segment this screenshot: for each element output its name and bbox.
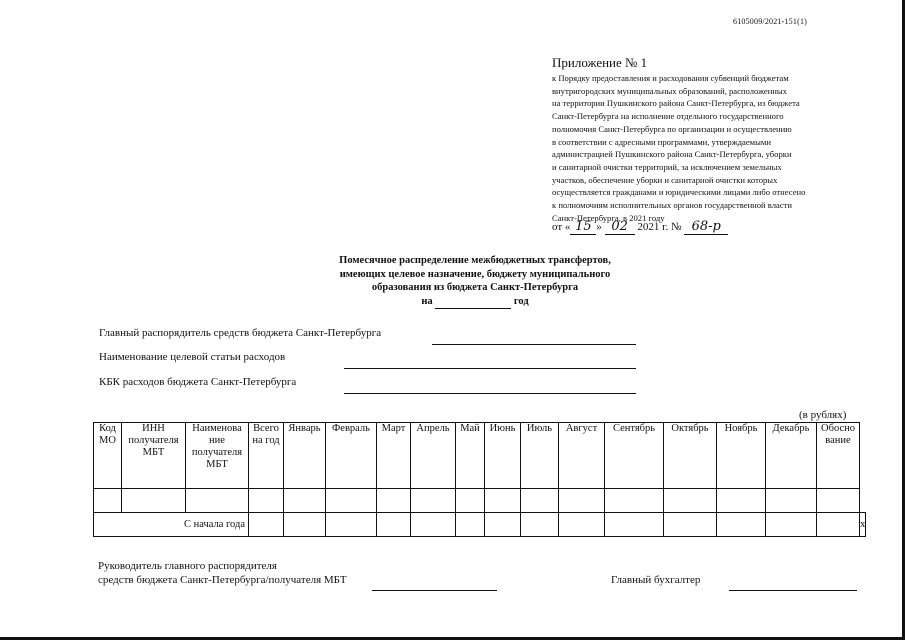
appendix-line: Санкт-Петербурга, в 2021 году [552,212,665,223]
field-manager-label: Главный распорядитель средств бюджета Санкт-Петербурга [99,327,382,339]
field-kbk-line [344,393,636,394]
title-line: образования из бюджета Санкт-Петербурга [371,282,579,293]
appendix-line: к полномочиям исполнительных органов государственной власти [552,200,793,211]
table-cell [521,513,559,537]
header-cell: Август [559,423,605,489]
appendix-line: полномочия Санкт-Петербурга по организации и осуществлению [552,123,792,134]
table-cell [664,489,717,513]
table-cell [94,489,122,513]
header-cell: Май [456,423,485,489]
date-separator: » [596,221,602,233]
title-line: Помесячное распределение межбюджетных трансфертов, [339,255,611,266]
field-kbk-label: КБК расходов бюджета Санкт-Петербурга [99,376,297,388]
header-cell: Июль [521,423,559,489]
appendix-line: к Порядку предоставления и расходования субвенций бюджетам [552,73,789,83]
table-cell [664,513,717,537]
table-cell [521,489,559,513]
appendix-line: участков, обеспечение уборки и санитарной очистки которых [552,174,778,185]
header-cell: Февраль [326,423,377,489]
table-header-row [94,423,866,489]
table-total-row [94,513,866,537]
appendix-line: внутригородских муниципальных образований, расположенных [552,85,787,96]
header-cell: Ноябрь [717,423,766,489]
table-cell [249,513,284,537]
table-cell [326,513,377,537]
table-cell [766,513,817,537]
date-day-handwritten: 15 [570,219,596,235]
document-title [300,254,650,309]
table-cell [326,489,377,513]
year-blank [435,295,511,310]
table-cell [249,489,284,513]
table-cell [377,489,411,513]
header-cell: Наименова ние получателя МБТ [186,423,249,489]
table-row [94,489,866,513]
appendix-line: Санкт-Петербурга на исполнение отдельного государственного [552,111,784,122]
table-cell [717,489,766,513]
table-cell [284,489,326,513]
signature-head-line1: Руководитель главного распорядителя [98,560,277,572]
table-cell [411,513,456,537]
title-line: имеющих целевое назначение, бюджету муниципального [339,268,611,280]
signature-accountant-line [729,590,857,591]
appendix-line: осуществляется гражданами и юридическими лицами либо отнесено [552,187,806,198]
table-cell [485,489,521,513]
header-cell: Код МО [94,423,122,489]
field-target-line [344,368,636,369]
table-cell [605,513,664,537]
units-label: (в рублях) [799,409,847,421]
table-cell [284,513,326,537]
header-cell: Апрель [411,423,456,489]
header-cell: Декабрь [766,423,817,489]
date-month-handwritten: 02 [605,219,635,235]
title-year-prefix: на [421,295,433,307]
appendix-line: и санитарной очистки территорий, за исключением земельных [552,161,782,172]
date-year: 2021 г. № [637,221,682,233]
appendix-line: на территории Пушкинского района Санкт-Петербурга, из бюджета [552,98,800,109]
total-label: С начала года [94,513,249,537]
signature-accountant-label: Главный бухгалтер [611,574,701,586]
table-cell [456,489,485,513]
date-prefix: от « [552,221,571,233]
total-last-cell: х [860,513,866,537]
field-manager-line [432,344,636,345]
order-number-handwritten: 68-р [684,219,728,235]
title-year-line [300,295,650,310]
header-cell: Сентябрь [605,423,664,489]
header-cell: Октябрь [664,423,717,489]
table-cell [559,513,605,537]
appendix-text [552,72,852,224]
table-cell [186,489,249,513]
signature-head-line2: средств бюджета Санкт-Петербурга/получателя МБТ [98,574,347,586]
document-number: 6105009/2021-151(1) [733,17,808,26]
appendix-title: Приложение № 1 [552,55,648,70]
header-cell: ИНН получателя МБТ [122,423,186,489]
title-year-suffix: год [513,295,529,307]
appendix-line: в соответствии с адресными программами, утверждаемыми [552,136,771,147]
field-target-label: Наименование целевой статьи расходов [99,351,286,363]
signature-head-line [372,590,497,591]
header-cell: Июнь [485,423,521,489]
table-cell [605,489,664,513]
table-cell [456,513,485,537]
distribution-table [93,422,866,537]
table-cell [559,489,605,513]
header-cell: Март [377,423,411,489]
table-cell [817,513,860,537]
table-cell [485,513,521,537]
table-cell [377,513,411,537]
header-cell: Обосно вание [817,423,860,489]
approval-date-line [552,219,728,235]
appendix-line: администрацией Пушкинского района Санкт-Петербурга, уборки [552,149,792,160]
table-cell [122,489,186,513]
table-cell [817,489,860,513]
table-cell [766,489,817,513]
table-cell [411,489,456,513]
header-cell: Январь [284,423,326,489]
header-cell: Всего на год [249,423,284,489]
table-cell [717,513,766,537]
